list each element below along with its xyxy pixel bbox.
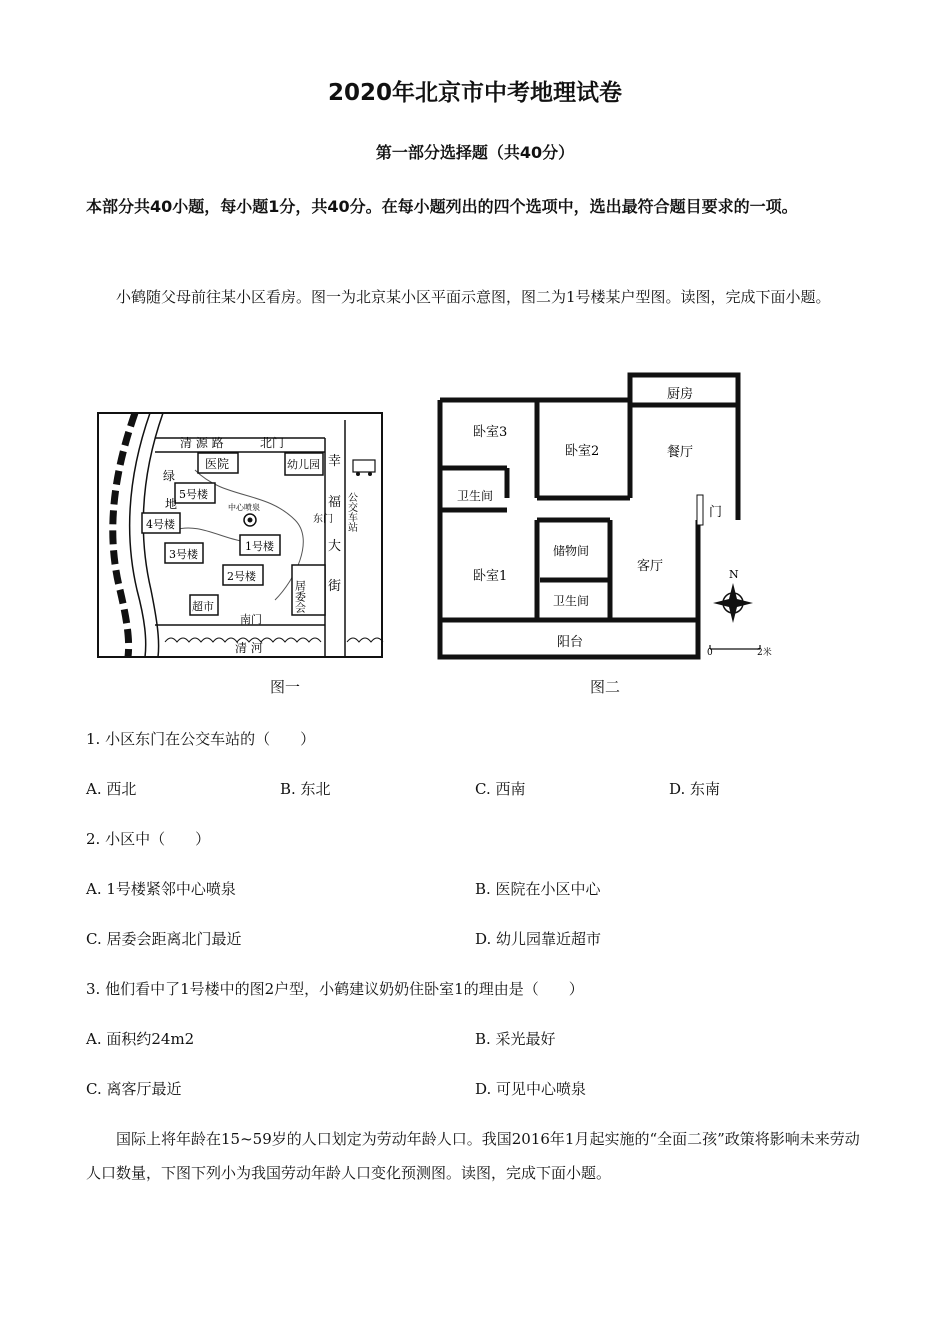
map-hospital: 医院 — [205, 457, 230, 471]
question-3-option-d[interactable]: D. 可见中心喷泉 — [475, 1080, 587, 1098]
question-2-stem: 2. 小区中（ ） — [86, 830, 211, 848]
map-east-gate: 东门 — [313, 514, 333, 525]
figure-1-community-map — [95, 410, 385, 660]
question-3-option-a[interactable]: A. 面积约24m2 — [86, 1030, 195, 1048]
map-supermarket: 超市 — [192, 600, 214, 613]
plan-dining: 餐厅 — [667, 445, 694, 460]
question-3-stem: 3. 他们看中了1号楼中的图2户型，小鹤建议奶奶住卧室1的理由是（ ） — [86, 980, 584, 998]
question-1-stem: 1. 小区东门在公交车站的（ ） — [86, 730, 316, 748]
plan-bedroom3: 卧室3 — [473, 425, 508, 440]
plan-north: N — [729, 568, 739, 581]
question-2-option-d[interactable]: D. 幼儿园靠近超市 — [475, 930, 602, 948]
map-kindergarten: 幼儿园 — [287, 458, 320, 471]
map-fountain: 中心喷泉 — [228, 503, 260, 512]
question-2-option-a[interactable]: A. 1号楼紧邻中心喷泉 — [86, 880, 236, 898]
map-road-north: 清 源 路 — [180, 436, 224, 450]
figure-2-floor-plan — [435, 370, 780, 662]
question-2-option-b[interactable]: B. 医院在小区中心 — [475, 880, 601, 898]
plan-storage: 储物间 — [553, 544, 590, 558]
map-building-4: 4号楼 — [146, 518, 175, 531]
question-1-option-d[interactable]: D. 东南 — [669, 780, 721, 798]
plan-door: 门 — [709, 505, 723, 520]
plan-balcony: 阳台 — [557, 635, 584, 650]
map-bus-stop: 公交车站 — [345, 492, 357, 532]
map-green-1: 绿 — [163, 469, 176, 483]
map-street-xing: 幸 — [328, 454, 342, 469]
map-street-jie: 街 — [328, 579, 342, 594]
map-street-fu: 福 — [328, 495, 342, 510]
question-1-option-b[interactable]: B. 东北 — [280, 780, 331, 798]
map-building-2: 2号楼 — [227, 570, 256, 583]
outro-paragraph: 国际上将年龄在15~59岁的人口划定为劳动年龄人口。我国2016年1月起实施的“全面二孩”政策将影响未来劳动人口数量，下图下列小为我国劳动年龄人口变化预测图。读图，完成下面小题。 — [86, 1130, 860, 1182]
page-title: 2020年北京市中考地理试卷 — [327, 80, 622, 106]
map-river: 清 河 — [235, 641, 263, 655]
section-heading: 第一部分选择题（共40分） — [375, 143, 575, 162]
plan-living: 客厅 — [637, 559, 664, 574]
map-building-1: 1号楼 — [245, 540, 274, 553]
figure-2-caption: 图二 — [590, 678, 621, 696]
map-building-3: 3号楼 — [169, 548, 198, 561]
question-2-option-c[interactable]: C. 居委会距离北门最近 — [86, 930, 242, 948]
question-1-option-a[interactable]: A. 西北 — [86, 780, 137, 798]
map-building-5: 5号楼 — [179, 488, 208, 501]
map-street-da: 大 — [328, 539, 342, 554]
plan-bathroom-b: 卫生间 — [553, 594, 590, 608]
plan-bedroom1: 卧室1 — [473, 569, 508, 584]
map-committee: 居委会 — [293, 580, 307, 613]
plan-bathroom-a: 卫生间 — [457, 489, 494, 503]
intro-paragraph: 小鹤随父母前往某小区看房。图一为北京某小区平面示意图，图二为1号楼某户型图。读图，完成下面小题。 — [116, 288, 831, 306]
plan-scale-two: 2米 — [757, 648, 772, 658]
compass-icon — [713, 583, 753, 623]
question-3-option-c[interactable]: C. 离客厅最近 — [86, 1080, 182, 1098]
instructions: 本部分共40小题，每小题1分，共40分。在每小题列出的四个选项中，选出最符合题目要求的一项。 — [86, 197, 798, 216]
plan-bedroom2: 卧室2 — [565, 444, 600, 459]
bus-stop-icon — [353, 460, 375, 476]
map-green-2: 地 — [165, 497, 178, 511]
figure-1-caption: 图一 — [270, 678, 301, 696]
plan-scale-zero: 0 — [707, 648, 713, 658]
plan-kitchen: 厨房 — [667, 387, 694, 402]
question-1-option-c[interactable]: C. 西南 — [475, 780, 526, 798]
map-south-gate: 南门 — [240, 613, 262, 626]
question-3-option-b[interactable]: B. 采光最好 — [475, 1030, 556, 1048]
map-north-gate: 北门 — [260, 436, 285, 450]
